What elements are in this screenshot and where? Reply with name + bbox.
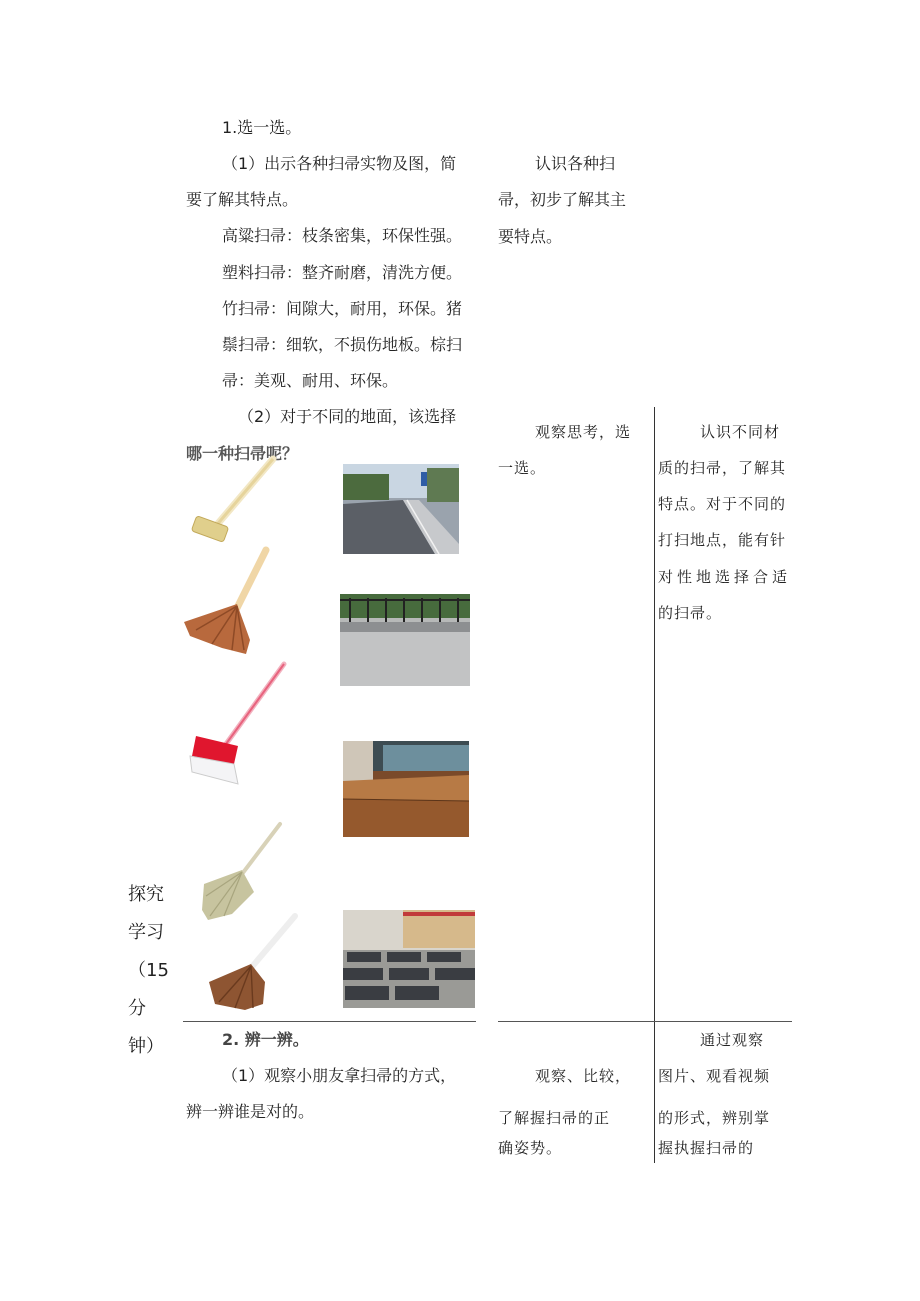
intent1-line: 的扫帚。 xyxy=(658,604,723,622)
intent2-line: 通过观察 xyxy=(700,1031,765,1049)
column-divider xyxy=(654,407,655,1163)
student1-a-line: 要特点。 xyxy=(498,227,563,246)
row-divider xyxy=(183,1021,476,1022)
student2-line: 观察、比较， xyxy=(535,1067,632,1085)
activity1-p1-line: 要了解其特点。 xyxy=(186,190,299,209)
intent1-line: 质的扫帚，了解其 xyxy=(658,459,787,477)
activity2-p1-line: （1）观察小朋友拿扫帚的方式， xyxy=(222,1066,457,1085)
straw-broom-image xyxy=(182,546,282,656)
activity2-title: 2. 辨一辨。 xyxy=(222,1030,309,1049)
student2-line: 了解握扫帚的正 xyxy=(498,1109,611,1127)
stage-label xyxy=(128,876,169,1066)
student1-a-line: 帚，初步了解其主 xyxy=(498,190,627,209)
activity1-p2-line: 哪一种扫帚呢？ xyxy=(186,444,299,463)
activity1-p2-line: （2）对于不同的地面，该选择 xyxy=(238,407,457,426)
activity1-p1-line: （1）出示各种扫帚实物及图，简 xyxy=(222,154,457,173)
plastic-broom-image xyxy=(180,660,290,790)
wooden-floor-photo xyxy=(343,741,469,837)
student1-b-line: 观察思考，选 xyxy=(535,423,632,441)
stage-line: 分 xyxy=(128,998,146,1019)
student1-a-line: 认识各种扫 xyxy=(535,154,616,173)
sorghum-broom-image xyxy=(185,455,280,550)
stage-line: （15 xyxy=(128,960,169,981)
intent1-line: 特点。对于不同的 xyxy=(658,495,787,513)
feature-line: 竹扫帚：间隙大，耐用，环保。猪 xyxy=(222,299,463,318)
road-photo xyxy=(343,464,459,554)
activity1-title: 1.选一选。 xyxy=(222,118,302,137)
stage-line: 钟） xyxy=(128,1036,164,1057)
intent2-line: 握执握扫帚的 xyxy=(658,1139,755,1157)
intent2-line: 图片、观看视频 xyxy=(658,1067,771,1085)
stage-line: 探究 xyxy=(128,884,164,905)
sidewalk-photo xyxy=(340,594,470,686)
row-divider xyxy=(498,1021,792,1022)
palm-broom-image xyxy=(205,912,300,1012)
intent1-line: 对性地选择合适 xyxy=(658,568,792,586)
bamboo-broom-image xyxy=(196,820,286,925)
stage-line: 学习 xyxy=(128,922,164,943)
student2-line: 确姿势。 xyxy=(498,1139,563,1157)
classroom-photo xyxy=(343,910,475,1008)
feature-line: 鬃扫帚：细软，不损伤地板。棕扫 xyxy=(222,335,463,354)
feature-line: 帚：美观、耐用、环保。 xyxy=(222,371,399,390)
intent2-line: 的形式，辨别掌 xyxy=(658,1109,771,1127)
activity2-p1-line: 辨一辨谁是对的。 xyxy=(186,1102,315,1121)
intent1-line: 打扫地点，能有针 xyxy=(658,531,787,549)
feature-line: 塑料扫帚：整齐耐磨，清洗方便。 xyxy=(222,263,463,282)
intent1-line: 认识不同材 xyxy=(700,423,781,441)
student1-b-line: 一选。 xyxy=(498,459,547,477)
feature-line: 高粱扫帚：枝条密集，环保性强。 xyxy=(222,226,463,245)
